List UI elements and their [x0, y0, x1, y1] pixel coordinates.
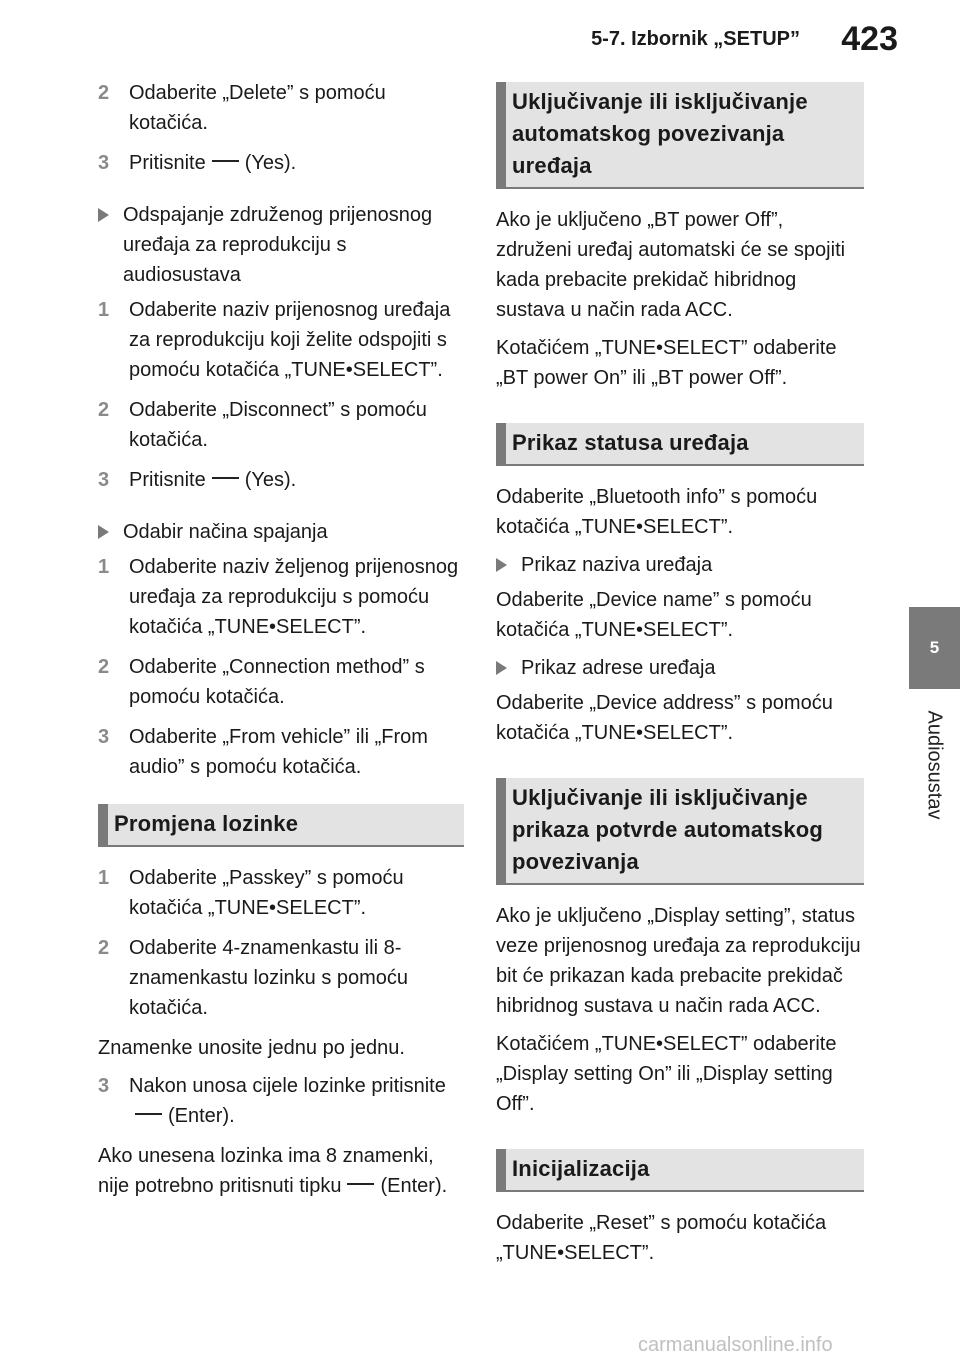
step-number: 1: [98, 299, 110, 321]
step-number: 1: [98, 867, 110, 889]
paragraph: Ako je uključeno „Display setting”, status veze prijenosnog uređaja za reprodukciju bit će prikazan kada prebacite prekidač hibridnog sustava u način rada ACC.: [496, 905, 861, 1017]
step-number: 2: [98, 399, 110, 421]
paragraph: Odaberite „Bluetooth info” s pomoću kotačića „TUNE•SELECT”.: [496, 486, 818, 538]
section-heading: Uključivanje ili isključivanje prikaza potvrde automatskog povezivanja: [496, 778, 864, 885]
section-heading: Prikaz statusa uređaja: [496, 423, 864, 466]
step: [98, 722, 464, 782]
triangle-bullet-icon: [98, 200, 123, 290]
subheading-text: Odabir načina spajanja: [123, 521, 328, 543]
step-text-after: (Yes).: [244, 152, 297, 174]
step-text: [129, 1071, 464, 1131]
left-column: [98, 78, 464, 1209]
step-text: [129, 465, 464, 495]
step: [98, 148, 464, 178]
step: [98, 1071, 464, 1131]
step-text: Odaberite „Passkey” s pomoću kotačića „TUNE•SELECT”.: [129, 867, 404, 919]
step: [98, 465, 464, 495]
step-number: 2: [98, 82, 110, 104]
paragraph: Odaberite „Reset” s pomoću kotačića „TUNE•SELECT”.: [496, 1212, 827, 1264]
step: [98, 863, 464, 923]
step-text: Odaberite „Disconnect” s pomoću kotačića.: [129, 399, 427, 451]
paragraph: Kotačićem „TUNE•SELECT” odaberite „Display setting On” ili „Display setting Off”.: [496, 1033, 837, 1115]
paragraph: Odaberite „Device name” s pomoću kotačića „TUNE•SELECT”.: [496, 589, 812, 641]
triangle-bullet-icon: [496, 653, 521, 683]
subheading-bullet: [496, 550, 864, 580]
paragraph: [98, 1141, 464, 1201]
subheading-bullet: [98, 200, 464, 290]
step-text: Odaberite naziv željenog prijenosnog uređaja za reprodukciju s pomoću kotačića „TUNE•SELECT”.: [129, 556, 459, 638]
step-text: Odaberite „Connection method” s pomoću kotačića.: [129, 656, 425, 708]
watermark: carmanualsonline.info: [638, 1334, 833, 1356]
step: [98, 295, 464, 385]
step-text: [129, 148, 464, 178]
enter-button-icon: [347, 1183, 374, 1185]
step-text: Odaberite 4-znamenkastu ili 8-znamenkastu lozinku s pomoću kotačića.: [129, 937, 409, 1019]
subheading-bullet: [496, 653, 864, 683]
paragraph: Ako je uključeno „BT power Off”, združeni uređaj automatski će se spojiti kada prebacite prekidač hibridnog sustava u način rada ACC.: [496, 209, 846, 321]
step-text-before: Nakon unosa cijele lozinke pritisnite: [129, 1075, 446, 1097]
right-column: [496, 78, 864, 1276]
step-number: 3: [98, 1075, 110, 1097]
subheading-bullet: [98, 517, 464, 547]
step-text: Odaberite naziv prijenosnog uređaja za reprodukciju koji želite odspojiti s pomoću kotačića „TUNE•SELECT”.: [129, 299, 451, 381]
section-heading: Inicijalizacija: [496, 1149, 864, 1192]
paragraph: Odaberite „Device address” s pomoću kotačića „TUNE•SELECT”.: [496, 692, 833, 744]
step: [98, 395, 464, 455]
paragraph-text-after: (Enter).: [380, 1175, 448, 1197]
step-number: 1: [98, 556, 110, 578]
paragraph: Kotačićem „TUNE•SELECT” odaberite „BT power On” ili „BT power Off”.: [496, 337, 837, 389]
step-text-before: Pritisnite: [129, 469, 206, 491]
step-text: Odaberite „Delete” s pomoću kotačića.: [129, 82, 386, 134]
triangle-bullet-icon: [98, 517, 123, 547]
subheading-text: Odspajanje združenog prijenosnog uređaja za reprodukciju s audiosustava: [123, 204, 433, 286]
section-title: 5-7. Izbornik „SETUP”: [591, 28, 800, 50]
step-number: 3: [98, 726, 110, 748]
page-number: 423: [841, 20, 898, 58]
step-text-after: (Enter).: [168, 1105, 235, 1127]
step-number: 2: [98, 937, 110, 959]
paragraph: Znamenke unosite jednu po jednu.: [98, 1037, 405, 1059]
enter-button-icon: [135, 1113, 162, 1115]
step-number: 2: [98, 656, 110, 678]
step: [98, 78, 464, 138]
paragraph-text: Ako unesena lozinka ima 8 znamenki, nije potrebno pritisnuti tipku: [98, 1145, 434, 1197]
step-number: 3: [98, 152, 110, 174]
section-heading: Promjena lozinke: [98, 804, 464, 847]
step: [98, 652, 464, 712]
chapter-tab: [909, 607, 960, 689]
chapter-label: Audiosustav: [923, 710, 946, 820]
yes-button-icon: [212, 160, 239, 162]
subheading-text: Prikaz naziva uređaja: [521, 554, 713, 576]
section-heading: Uključivanje ili isključivanje automatskog povezivanja uređaja: [496, 82, 864, 189]
subheading-text: Prikaz adrese uređaja: [521, 657, 716, 679]
step-text-before: Pritisnite: [129, 152, 206, 174]
step-text: Odaberite „From vehicle” ili „From audio” s pomoću kotačića.: [129, 726, 428, 778]
step-number: 3: [98, 469, 110, 491]
step: [98, 933, 464, 1023]
step-text-after: (Yes).: [244, 469, 297, 491]
step: [98, 552, 464, 642]
triangle-bullet-icon: [496, 550, 521, 580]
chapter-number: 5: [929, 638, 940, 657]
yes-button-icon: [212, 477, 239, 479]
